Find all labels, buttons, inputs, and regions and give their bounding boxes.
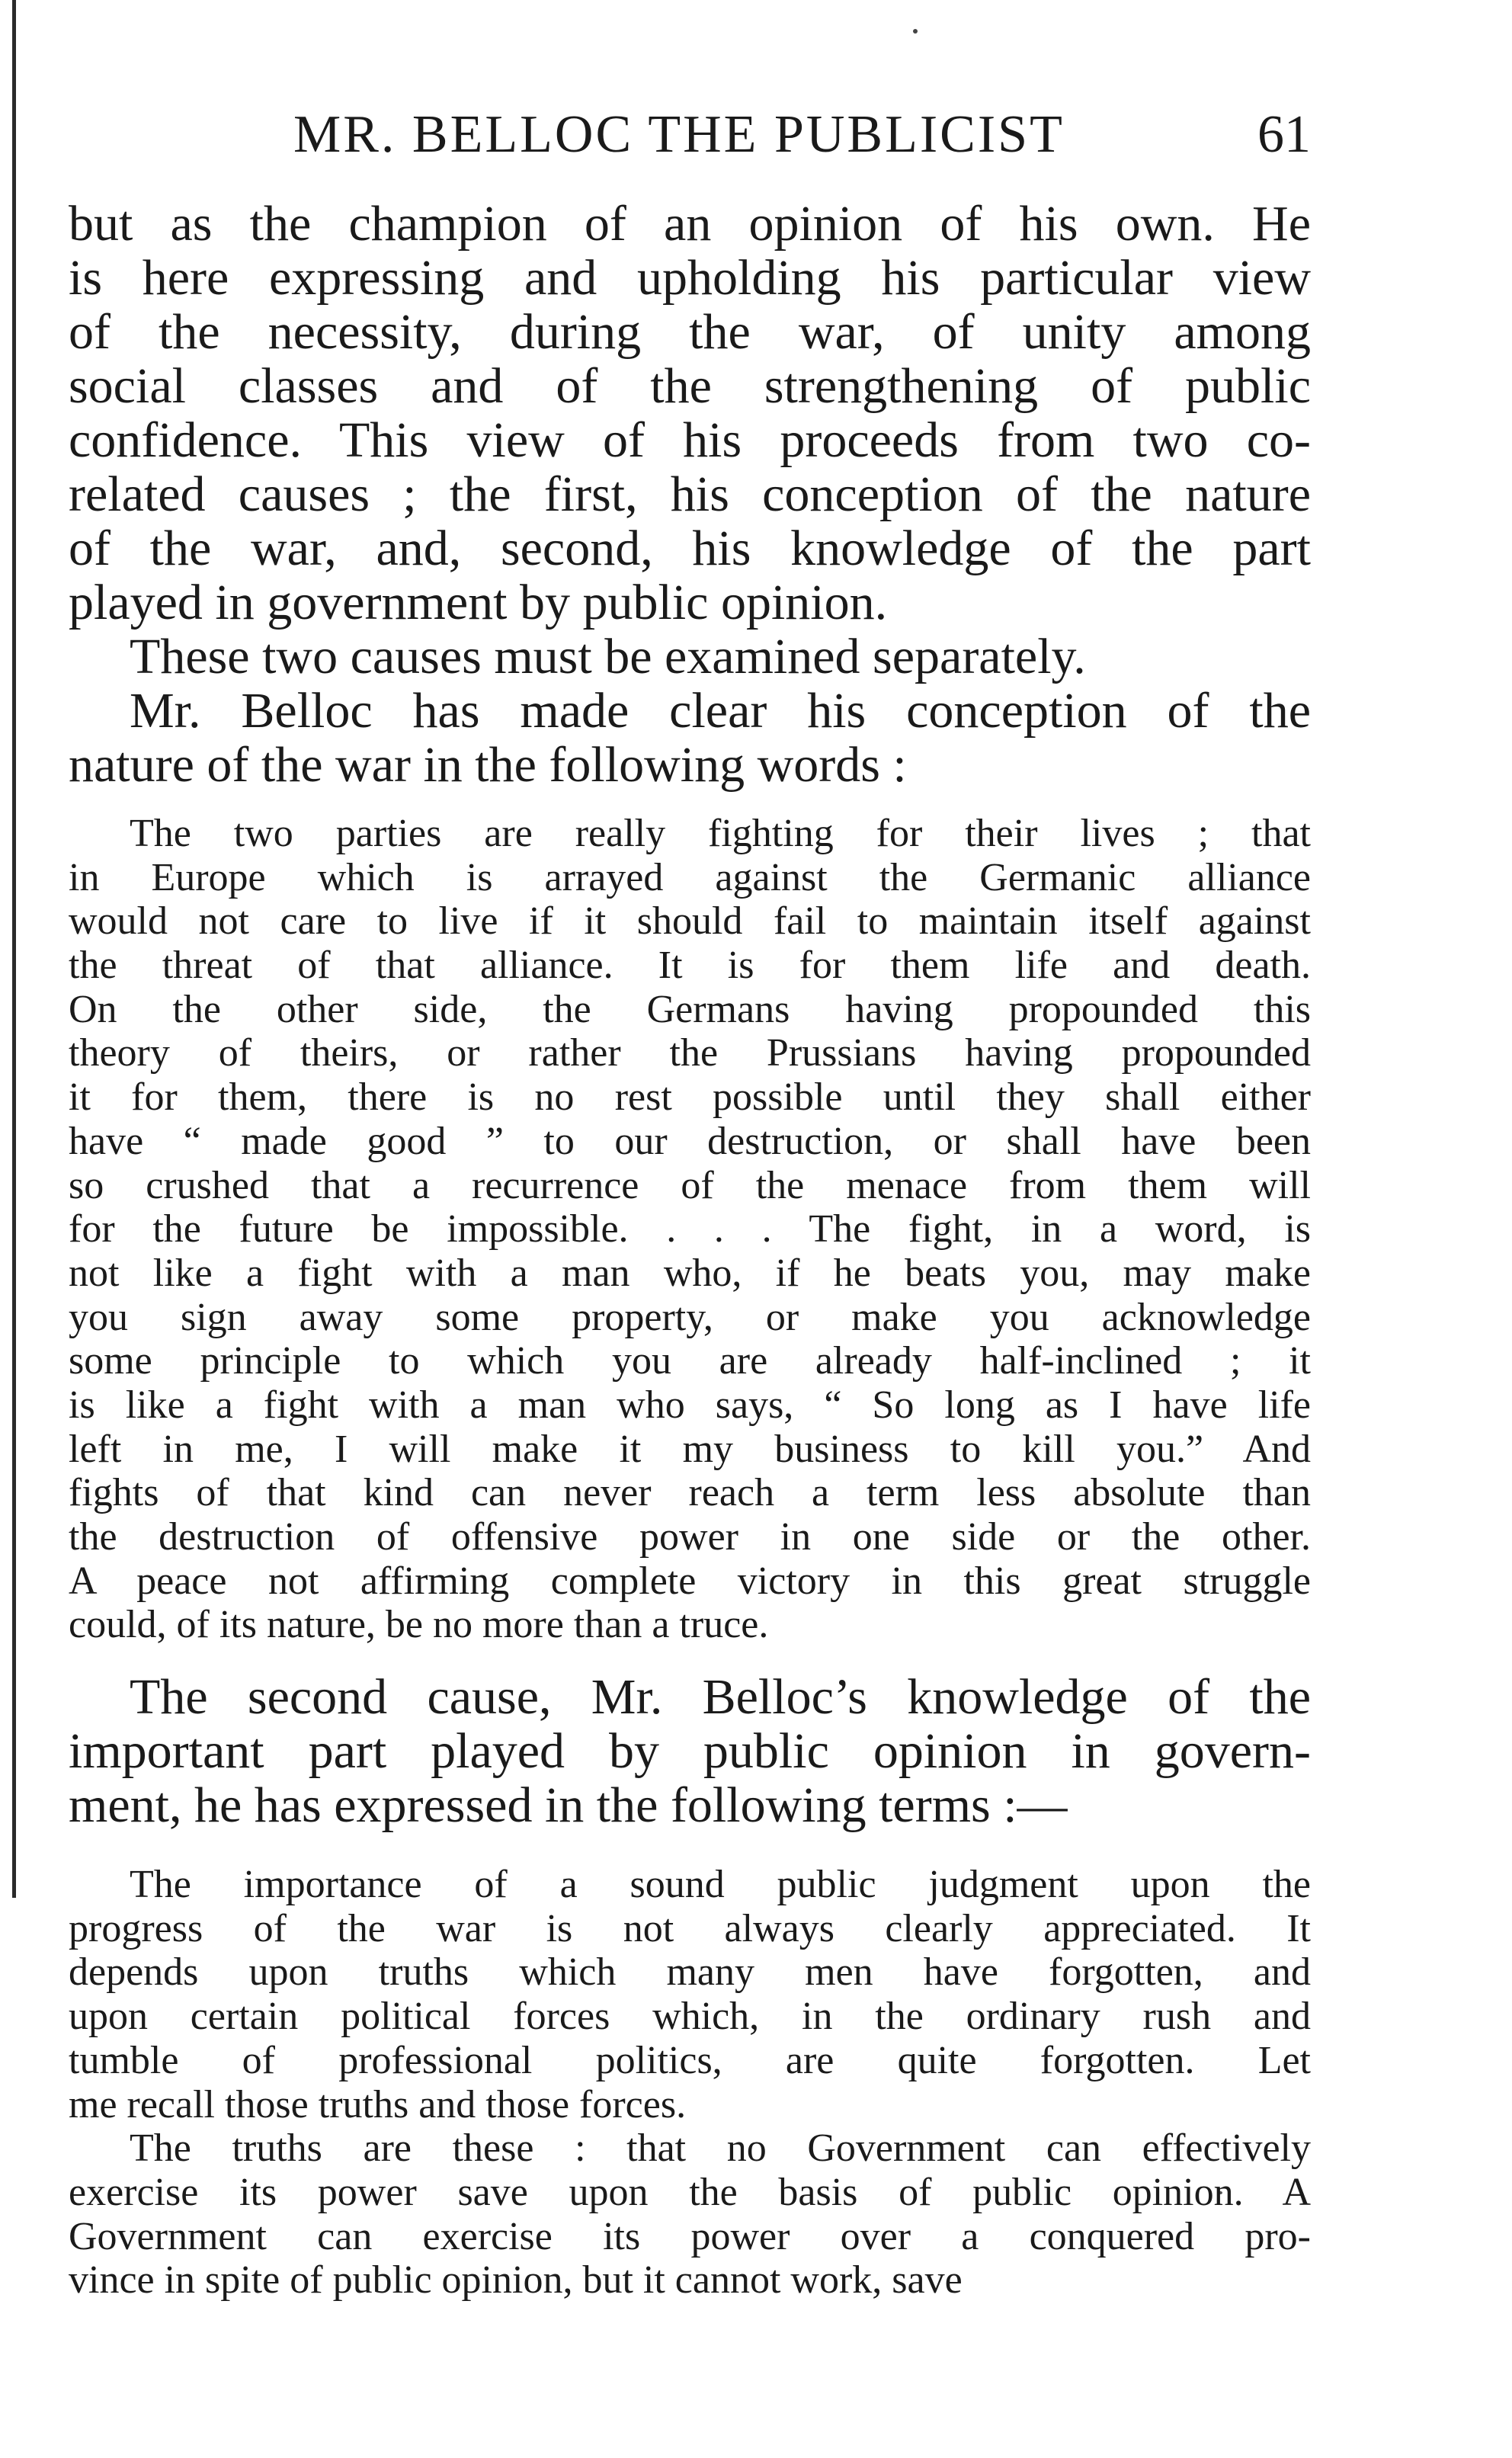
text-line: confidence. This view of his proceeds from two co-	[69, 412, 1311, 468]
text-line: would not care to live if it should fail to maintain itself against	[69, 899, 1311, 944]
text-line: depends upon truths which many men have forgotten, and	[69, 1950, 1311, 1995]
text-line: of the war, and, second, his knowledge of the part	[69, 521, 1311, 576]
text-line: it for them, there is no rest possible until they shall either	[69, 1075, 1311, 1120]
text-line: Government can exercise its power over a conquered pro-	[69, 2214, 1311, 2258]
paragraph	[69, 684, 1311, 792]
text-line: tumble of professional politics, are quite forgotten. Let	[69, 2038, 1311, 2082]
text-line: is here expressing and upholding his particular view	[69, 250, 1311, 306]
paragraph	[69, 197, 1311, 630]
text-line: A peace not affirming complete victory in this great struggle	[69, 1559, 1311, 1603]
text-line: left in me, I will make it my business to kill you.” And	[69, 1427, 1311, 1471]
text-line: in Europe which is arrayed against the Germanic alliance	[69, 855, 1311, 899]
text-line: important part played by public opinion in govern-	[69, 1723, 1311, 1780]
text-line: the destruction of offensive power in one side or the other.	[69, 1515, 1311, 1559]
running-title: MR. BELLOC THE PUBLICIST	[293, 105, 1065, 164]
block-quote	[69, 2126, 1311, 2303]
text-line: nature of the war in the following words :	[69, 737, 907, 793]
text-line: you sign away some property, or make you acknowledge	[69, 1295, 1311, 1339]
scan-speck	[913, 29, 918, 34]
page-body	[69, 197, 1311, 2303]
text-line: The second cause, Mr. Belloc’s knowledge of the	[130, 1669, 1311, 1726]
text-line: The importance of a sound public judgment upon the	[130, 1863, 1311, 1907]
text-line: The truths are these : that no Government can effectively	[130, 2126, 1311, 2171]
text-line: have “ made good ” to our destruction, or shall have been	[69, 1119, 1311, 1163]
text-line: fights of that kind can never reach a term less absolute than	[69, 1471, 1311, 1515]
text-line: could, of its nature, be no more than a truce.	[69, 1603, 769, 1647]
text-line: progress of the war is not always clearly appreciated. It	[69, 1906, 1311, 1950]
text-line: played in government by public opinion.	[69, 575, 888, 630]
text-line: exercise its power save upon the basis of public opinion. A	[69, 2170, 1311, 2214]
text-line: upon certain political forces which, in the ordinary rush and	[69, 1995, 1311, 2039]
text-line: vince in spite of public opinion, but it cannot work, save	[69, 2258, 963, 2303]
text-line: social classes and of the strengthening of public	[69, 358, 1311, 414]
page-number: 61	[1257, 105, 1311, 164]
paragraph	[69, 1670, 1311, 1832]
text-line: ment, he has expressed in the following terms :—	[69, 1777, 1068, 1834]
text-line: The two parties are really fighting for their lives ; that	[130, 812, 1311, 855]
text-line: theory of theirs, or rather the Prussians having propounded	[69, 1031, 1311, 1075]
text-line: for the future be impossible. . . . The fight, in a word, is	[69, 1207, 1311, 1251]
text-line: On the other side, the Germans having propounded this	[69, 987, 1311, 1031]
text-line: the threat of that alliance. It is for them life and death.	[69, 944, 1311, 988]
text-line: Mr. Belloc has made clear his conception of the	[130, 683, 1311, 739]
block-quote	[69, 1863, 1311, 2126]
text-line: me recall those truths and those forces.	[69, 2082, 687, 2126]
block-quote	[69, 812, 1311, 1647]
text-line: related causes ; the first, his conception of the nature	[69, 466, 1311, 522]
text-line: These two causes must be examined separately.	[130, 629, 1086, 684]
text-line: some principle to which you are already half-inclined ; it	[69, 1339, 1311, 1383]
text-line: so crushed that a recurrence of the menace from them will	[69, 1163, 1311, 1207]
text-line: not like a fight with a man who, if he beats you, may make	[69, 1251, 1311, 1295]
page-edge-line	[12, 0, 16, 1898]
paragraph	[69, 630, 1311, 684]
running-header	[293, 101, 1311, 169]
text-line: of the necessity, during the war, of unity among	[69, 304, 1311, 360]
text-line: but as the champion of an opinion of his own. He	[69, 196, 1311, 252]
text-line: is like a fight with a man who says, “ So long as I have life	[69, 1383, 1311, 1427]
